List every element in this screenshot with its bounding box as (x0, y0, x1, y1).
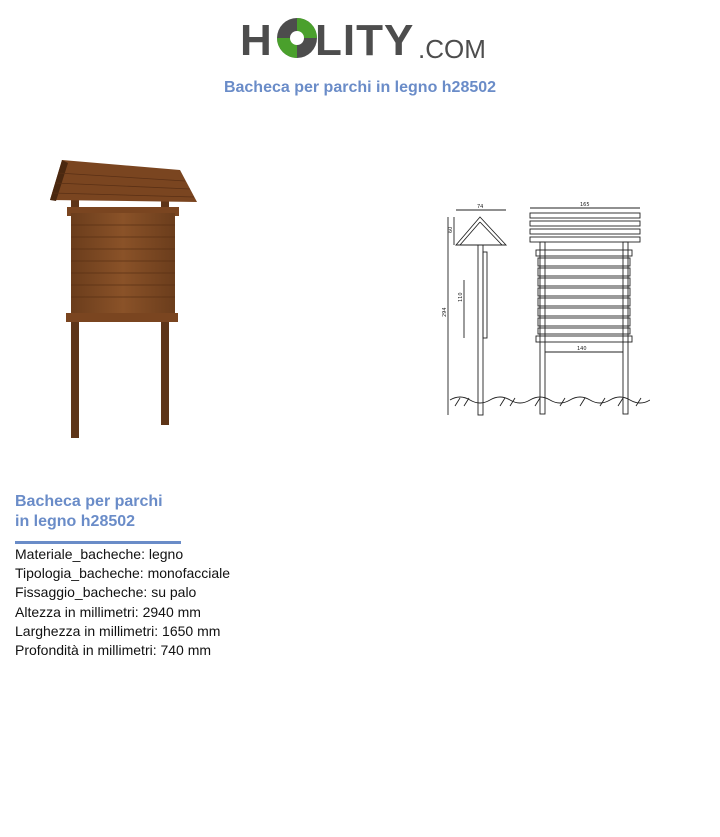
dim-board-label: 110 (458, 292, 464, 302)
product-photo (40, 155, 205, 445)
spec-width: Larghezza in millimetri: 1650 mm (15, 622, 221, 639)
dim-roof-label: 60 (448, 226, 454, 233)
spec-type: Tipologia_bacheche: monofacciale (15, 565, 231, 582)
logo-letters-lity: LITY (315, 16, 415, 65)
dim-depth-label: 74 (477, 204, 484, 210)
dim-span-label: 140 (577, 346, 587, 352)
logo-o-icon (273, 14, 321, 62)
dim-width-label: 165 (580, 202, 590, 208)
spec-height: Altezza in millimetri: 2940 mm (15, 603, 201, 620)
title-divider (15, 541, 181, 544)
spec-material: Materiale_bacheche: legno (15, 546, 184, 562)
product-name-line2: in legno h28502 (15, 513, 136, 530)
holity-logo[interactable] (240, 12, 490, 66)
product-name-line1: Bacheca per parchi (15, 493, 163, 510)
logo-com: .COM (418, 34, 486, 64)
logo-letter-h: H (240, 16, 273, 65)
spec-mounting: Fissaggio_bacheche: su palo (15, 584, 197, 601)
technical-drawing (440, 200, 650, 422)
product-name (15, 492, 163, 532)
page-title: Bacheca per parchi in legno h28502 (223, 79, 497, 96)
dim-height-label: 294 (442, 307, 448, 317)
spec-list (15, 545, 230, 660)
spec-depth: Profondità in millimetri: 740 mm (15, 642, 212, 659)
